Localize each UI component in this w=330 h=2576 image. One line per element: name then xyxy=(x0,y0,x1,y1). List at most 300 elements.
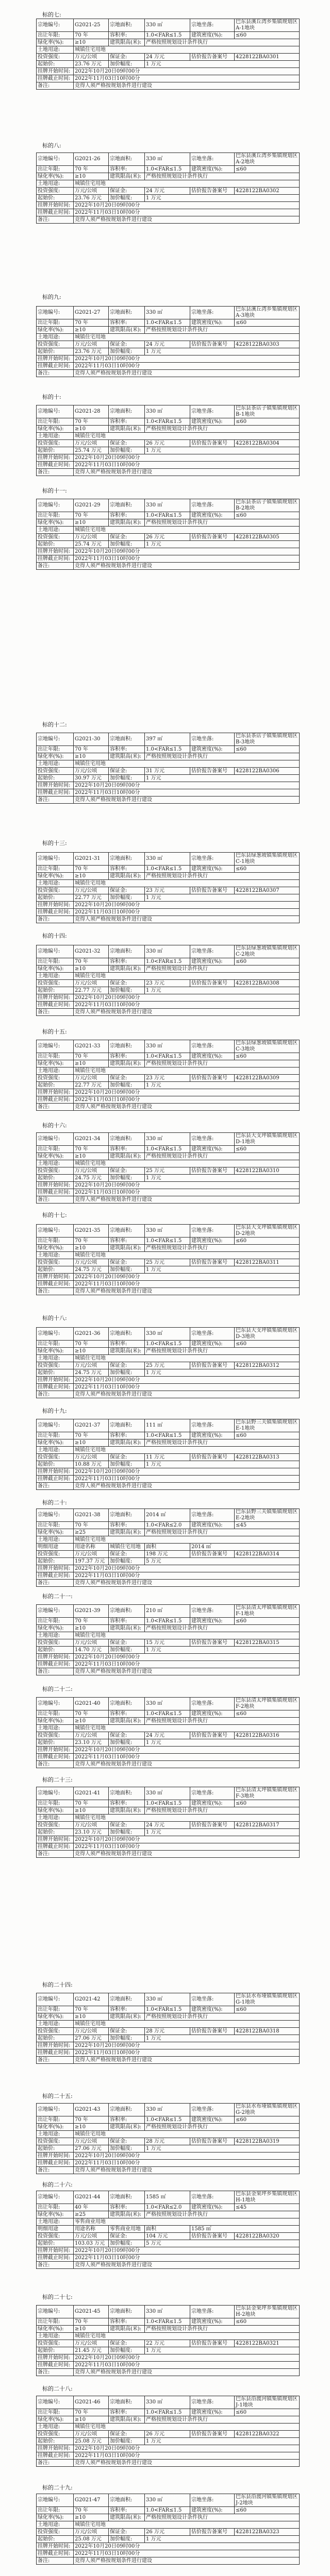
field-value-far: 1.0<FAR≤1.5 xyxy=(145,1618,190,1625)
field-value-height: 严格按照规划设计条件执行 xyxy=(145,2013,300,2021)
field-value-term: 70 年 xyxy=(74,2409,109,2416)
field-value-end-time: 2022年11月03日10时00分 xyxy=(74,209,300,216)
table-row xyxy=(37,2204,300,2211)
field-value-green: ≥10 xyxy=(74,1807,109,1815)
field-label-start-time: 挂牌开始时间: xyxy=(37,68,74,75)
field-value-end-time: 2022年11月03日10时00分 xyxy=(74,1843,300,1851)
table-row xyxy=(37,166,300,173)
field-value-location: 巴东县清太坪镇集镇规划区F-2地块 xyxy=(235,1698,300,1710)
field-value-use: 城镇住宅用地 xyxy=(74,334,300,341)
table-row xyxy=(37,2514,300,2521)
field-value-far: 1.0<FAR≤2.0 xyxy=(145,2204,190,2211)
table-row xyxy=(37,2057,300,2064)
field-label-far: 容积率: xyxy=(109,1618,145,1625)
table-row xyxy=(37,1807,300,1815)
field-value-term: 70 年 xyxy=(74,418,109,426)
field-value-investment: 万元/公顷 xyxy=(74,188,109,195)
field-label-far: 容积率: xyxy=(109,2318,145,2326)
field-value-location: 巴东县茶店子镇集镇规划区B-1地块 xyxy=(235,405,300,418)
field-value-use: 城镇住宅用地 xyxy=(74,1725,300,1732)
field-value-area: 330 ㎡ xyxy=(145,1993,190,2006)
field-label-start-time: 挂牌开始时间: xyxy=(37,454,74,462)
field-value-density: ≤60 xyxy=(235,958,300,965)
field-label-density: 建筑密度(%): xyxy=(190,512,235,519)
field-value-start-price: 25.08 万元 xyxy=(74,2536,109,2543)
field-value-use: 城镇住宅用地 xyxy=(74,760,300,768)
field-value-start-price: 27.06 万元 xyxy=(74,2035,109,2042)
field-value-density: ≤45 xyxy=(235,2204,300,2211)
field-value-area: 330 ㎡ xyxy=(145,1698,190,1710)
field-label-use-name: 用途名称 xyxy=(74,1544,109,1551)
table-row xyxy=(37,2035,300,2042)
table-row xyxy=(37,2145,300,2153)
field-value-detail-use-name: 城镇住宅用地 xyxy=(109,1544,145,1551)
field-value-note: 竞得人须严格按规划条件进行建设 xyxy=(74,216,300,224)
table-row xyxy=(37,499,300,512)
field-label-use: 土地用途: xyxy=(37,1355,74,1362)
field-label-increment: 加价幅度: xyxy=(109,1558,145,1565)
field-label-end-time: 挂牌截止时间: xyxy=(37,1002,74,1009)
table-row xyxy=(37,1328,300,1341)
field-value-start-time: 2022年10月20日09时00分 xyxy=(74,1089,300,1096)
field-value-end-time: 2022年11月03日10时00分 xyxy=(74,1096,300,1104)
field-label-investment: 投资强度: xyxy=(37,1639,74,1647)
field-label-term: 出让年限: xyxy=(37,1522,74,1529)
field-value-increment: 1 万元 xyxy=(145,775,300,782)
field-value-height: 严格按照规划设计条件执行 xyxy=(145,1060,300,1067)
field-value-investment: 万元/公顷 xyxy=(74,1362,109,1369)
field-label-density: 建筑密度(%): xyxy=(190,2116,235,2124)
field-value-term: 70 年 xyxy=(74,32,109,39)
parcel-table xyxy=(36,2494,300,2565)
parcel-title: 标的二十: xyxy=(42,1499,67,1506)
field-value-deposit: 15 万元 xyxy=(145,1639,190,1647)
field-value-use: 零售商业用地 xyxy=(74,2218,300,2226)
field-label-end-time: 挂牌截止时间: xyxy=(37,2255,74,2262)
table-row xyxy=(37,341,300,348)
table-row xyxy=(37,775,300,782)
field-value-green: ≥10 xyxy=(74,1625,109,1632)
field-label-density: 建筑密度(%): xyxy=(190,1146,235,1153)
field-value-density: ≤60 xyxy=(235,166,300,173)
field-value-code: G2021-40 xyxy=(74,1698,109,1710)
parcel-title: 标的十六: xyxy=(42,1122,67,1129)
table-row xyxy=(37,1104,300,1111)
field-value-far: 1.0<FAR≤1.5 xyxy=(145,866,190,873)
field-label-start-time: 挂牌开始时间: xyxy=(37,1377,74,1384)
table-row xyxy=(37,2557,300,2565)
field-value-increment: 1 万元 xyxy=(145,1175,300,1182)
field-label-record: 估价报告备案号 xyxy=(190,440,235,447)
field-label-area: 宗地面积: xyxy=(109,499,145,512)
field-value-height: 严格按照规划设计条件执行 xyxy=(145,965,300,973)
field-label-end-time: 挂牌截止时间: xyxy=(37,2160,74,2167)
field-label-location: 宗地坐落: xyxy=(190,1040,235,1053)
table-row xyxy=(37,1483,300,1490)
table-row xyxy=(37,894,300,902)
table-row xyxy=(37,563,300,570)
field-label-term: 出让年限: xyxy=(37,866,74,873)
field-value-green: ≥10 xyxy=(74,519,109,527)
field-label-code: 宗地编号: xyxy=(37,1509,74,1522)
field-label-far: 容积率: xyxy=(109,1710,145,1718)
field-label-end-time: 挂牌截止时间: xyxy=(37,1661,74,1668)
table-row xyxy=(37,2211,300,2218)
field-value-investment: 万元/公顷 xyxy=(74,440,109,447)
parcel-table-body xyxy=(37,1133,300,1204)
field-label-note: 备注: xyxy=(37,1483,74,1490)
field-value-end-time: 2022年11月03日10时00分 xyxy=(74,909,300,916)
field-value-investment: 万元/公顷 xyxy=(74,2340,109,2347)
field-value-height: 严格按照规划设计条件执行 xyxy=(145,1245,300,1252)
table-row xyxy=(37,1993,300,2006)
field-value-note: 竞得人须严格按规划条件进行建设 xyxy=(74,796,300,804)
field-label-use: 土地用途: xyxy=(37,2521,74,2529)
field-label-note: 备注: xyxy=(37,2460,74,2467)
field-label-start-price: 起始价: xyxy=(37,195,74,202)
field-label-note: 备注: xyxy=(37,216,74,224)
field-value-end-time: 2022年11月03日10时00分 xyxy=(74,2362,300,2369)
field-label-term: 出让年限: xyxy=(37,2204,74,2211)
field-value-term: 70 年 xyxy=(74,1432,109,1439)
table-row xyxy=(37,2138,300,2145)
field-label-area: 宗地面积: xyxy=(109,1133,145,1146)
table-row xyxy=(37,760,300,768)
field-label-area: 宗地面积: xyxy=(109,1419,145,1432)
table-row xyxy=(37,1851,300,1858)
parcel-table-body xyxy=(37,1225,300,1295)
field-label-area: 宗地面积: xyxy=(109,1509,145,1522)
field-value-record: 4228122BA0321 xyxy=(235,2340,300,2347)
field-value-start-price: 197.37 万元 xyxy=(74,1558,109,1565)
field-label-term: 出让年限: xyxy=(37,1341,74,1348)
field-label-end-time: 挂牌截止时间: xyxy=(37,1384,74,1391)
field-value-term: 70 年 xyxy=(74,866,109,873)
field-label-term: 出让年限: xyxy=(37,2409,74,2416)
field-value-use: 城镇住宅用地 xyxy=(74,2021,300,2028)
field-value-start-price: 22.77 万元 xyxy=(74,987,109,994)
table-row xyxy=(37,2006,300,2013)
field-value-area: 330 ㎡ xyxy=(145,405,190,418)
field-label-far: 容积率: xyxy=(109,512,145,519)
table-row xyxy=(37,1668,300,1675)
field-value-deposit: 26 万元 xyxy=(145,2431,190,2438)
field-label-area: 宗地面积: xyxy=(109,2306,145,2318)
table-row xyxy=(37,1522,300,1529)
field-label-code: 宗地编号: xyxy=(37,1133,74,1146)
field-label-start-time: 挂牌开始时间: xyxy=(37,2543,74,2550)
field-value-start-time: 2022年10月20日09时00分 xyxy=(74,2354,300,2362)
field-label-height: 建筑限高(米): xyxy=(109,1439,145,1447)
field-label-end-time: 挂牌截止时间: xyxy=(37,2362,74,2369)
field-label-green: 绿化率(%): xyxy=(37,519,74,527)
table-row xyxy=(37,887,300,894)
field-label-end-time: 挂牌截止时间: xyxy=(37,1476,74,1483)
table-row xyxy=(37,2326,300,2333)
field-value-far: 1.0<FAR≤1.5 xyxy=(145,2006,190,2013)
field-label-area: 宗地面积: xyxy=(109,1787,145,1800)
field-value-increment: 1 万元 xyxy=(145,2145,300,2153)
field-label-green: 绿化率(%): xyxy=(37,39,74,46)
field-value-height: 严格按照规划设计条件执行 xyxy=(145,753,300,760)
table-row xyxy=(37,1362,300,1369)
field-value-start-time: 2022年10月20日09时00分 xyxy=(74,1654,300,1661)
field-value-record: 4228122BA0304 xyxy=(235,440,300,447)
field-value-term: 70 年 xyxy=(74,319,109,327)
field-value-term: 70 年 xyxy=(74,1238,109,1245)
field-value-investment: 万元/公顷 xyxy=(74,980,109,987)
table-row xyxy=(37,2416,300,2424)
field-label-term: 出让年限: xyxy=(37,166,74,173)
field-value-density: ≤60 xyxy=(235,2116,300,2124)
field-value-record: 4228122BA0307 xyxy=(235,887,300,894)
table-row xyxy=(37,54,300,61)
field-label-code: 宗地编号: xyxy=(37,853,74,866)
field-label-term: 出让年限: xyxy=(37,418,74,426)
field-value-increment: 1 万元 xyxy=(145,987,300,994)
field-value-green: ≥25 xyxy=(74,2211,109,2218)
field-value-increment: 1 万元 xyxy=(145,1739,300,1747)
field-label-end-time: 挂牌截止时间: xyxy=(37,2452,74,2460)
field-value-code: G2021-41 xyxy=(74,1787,109,1800)
table-row xyxy=(37,153,300,166)
field-value-end-time: 2022年11月03日10时00分 xyxy=(74,1281,300,1288)
field-label-code: 宗地编号: xyxy=(37,307,74,319)
field-label-height: 建筑限高(米): xyxy=(109,2326,145,2333)
field-label-increment: 加价幅度: xyxy=(109,1829,145,1836)
field-value-record: 4228122BA0311 xyxy=(235,1259,300,1266)
field-value-start-price: 25.74 万元 xyxy=(74,447,109,454)
field-label-increment: 加价幅度: xyxy=(109,1461,145,1468)
field-value-increment: 1 万元 xyxy=(145,1829,300,1836)
field-label-start-price: 起始价: xyxy=(37,1082,74,1089)
field-value-far: 1.0<FAR≤1.5 xyxy=(145,319,190,327)
field-label-far: 容积率: xyxy=(109,1146,145,1153)
field-label-record: 估价报告备案号 xyxy=(190,1551,235,1558)
field-label-record: 估价报告备案号 xyxy=(190,1075,235,1082)
field-value-far: 1.0<FAR≤1.5 xyxy=(145,1432,190,1439)
field-label-term: 出让年限: xyxy=(37,1146,74,1153)
field-label-density: 建筑密度(%): xyxy=(190,2318,235,2326)
table-row xyxy=(37,1580,300,1587)
field-value-start-time: 2022年10月20日09时00分 xyxy=(74,1747,300,1754)
field-value-density: ≤60 xyxy=(235,2318,300,2326)
table-row xyxy=(37,1384,300,1391)
field-value-area: 330 ㎡ xyxy=(145,1787,190,1800)
field-label-deposit: 保证金: xyxy=(109,1732,145,1739)
field-label-note: 备注: xyxy=(37,1668,74,1675)
field-label-far: 容积率: xyxy=(109,319,145,327)
field-label-deposit: 保证金: xyxy=(109,1454,145,1461)
field-label-location: 宗地坐落: xyxy=(190,2396,235,2409)
field-label-density: 建筑密度(%): xyxy=(190,166,235,173)
table-row xyxy=(37,426,300,433)
field-value-location: 巴东县清太坪镇集镇规划区F-1地块 xyxy=(235,1605,300,1618)
field-label-far: 容积率: xyxy=(109,32,145,39)
table-row xyxy=(37,2460,300,2467)
field-label-investment: 投资强度: xyxy=(37,1822,74,1829)
field-label-start-price: 起始价: xyxy=(37,541,74,548)
field-value-note: 竞得人须严格按规划条件进行建设 xyxy=(74,1761,300,1768)
field-label-record: 估价报告备案号 xyxy=(190,1732,235,1739)
field-value-end-time: 2022年11月03日10时00分 xyxy=(74,1476,300,1483)
field-value-record: 4228122BA0309 xyxy=(235,1075,300,1082)
field-value-use: 城镇住宅用地 xyxy=(74,2333,300,2340)
field-value-height: 严格按照规划设计条件执行 xyxy=(145,39,300,46)
table-row xyxy=(37,2396,300,2409)
field-value-note: 竞得人须严格按规划条件进行建设 xyxy=(74,1391,300,1398)
field-value-location: 巴东县茶店子镇集镇规划区B-3地块 xyxy=(235,733,300,746)
parcel-table xyxy=(36,733,300,804)
field-label-green: 绿化率(%): xyxy=(37,965,74,973)
field-label-area: 宗地面积: xyxy=(109,2104,145,2116)
table-row xyxy=(37,1040,300,1053)
field-value-area: 330 ㎡ xyxy=(145,1040,190,1053)
field-label-far: 容积率: xyxy=(109,2204,145,2211)
field-value-note: 竞得人须严格按规划条件进行建设 xyxy=(74,2369,300,2376)
field-label-record: 估价报告备案号 xyxy=(190,341,235,348)
field-label-term: 出让年限: xyxy=(37,1800,74,1807)
table-row xyxy=(37,2445,300,2452)
field-value-density: ≤60 xyxy=(235,512,300,519)
field-label-height: 建筑限高(米): xyxy=(109,1718,145,1725)
parcel-table xyxy=(36,1040,300,1111)
field-value-code: G2021-46 xyxy=(74,2396,109,2409)
field-value-end-time: 2022年11月03日10时00分 xyxy=(74,363,300,370)
field-value-location: 巴东县水布垭镇集镇规划区G-2地块 xyxy=(235,2104,300,2116)
field-value-start-time: 2022年10月20日09时00分 xyxy=(74,782,300,789)
field-value-location: 巴东县水布垭镇集镇规划区G-1地块 xyxy=(235,1993,300,2006)
field-value-code: G2021-34 xyxy=(74,1133,109,1146)
field-value-record: 4228122BA0313 xyxy=(235,1454,300,1461)
field-label-use: 土地用途: xyxy=(37,1067,74,1075)
field-value-area: 330 ㎡ xyxy=(145,1133,190,1146)
table-row xyxy=(37,440,300,447)
field-label-far: 容积率: xyxy=(109,1238,145,1245)
field-label-code: 宗地编号: xyxy=(37,2191,74,2204)
field-value-green: ≥10 xyxy=(74,1060,109,1067)
field-label-deposit: 保证金: xyxy=(109,1551,145,1558)
parcel-table-body xyxy=(37,153,300,224)
table-row xyxy=(37,916,300,923)
table-row xyxy=(37,1529,300,1536)
field-label-start-time: 挂牌开始时间: xyxy=(37,548,74,555)
field-value-height: 严格按照规划设计条件执行 xyxy=(145,1439,300,1447)
field-value-code: G2021-31 xyxy=(74,853,109,866)
field-value-term: 70 年 xyxy=(74,1146,109,1153)
field-label-deposit: 保证金: xyxy=(109,2529,145,2536)
field-value-investment: 万元/公顷 xyxy=(74,1551,109,1558)
field-value-far: 1.0<FAR≤1.5 xyxy=(145,1800,190,1807)
field-value-record: 4228122BA0302 xyxy=(235,188,300,195)
parcel-title: 标的十四: xyxy=(42,933,67,939)
table-row xyxy=(37,1572,300,1580)
field-value-code: G2021-45 xyxy=(74,2306,109,2318)
field-value-area: 330 ㎡ xyxy=(145,1225,190,1238)
field-value-code: G2021-33 xyxy=(74,1040,109,1053)
field-label-density: 建筑密度(%): xyxy=(190,32,235,39)
field-value-green: ≥10 xyxy=(74,2514,109,2521)
field-label-note: 备注: xyxy=(37,2369,74,2376)
table-row xyxy=(37,1558,300,1565)
field-value-increment: 5 万元 xyxy=(145,1558,300,1565)
field-value-term: 70 年 xyxy=(74,512,109,519)
field-value-note: 竞得人须严格按规划条件进行建设 xyxy=(74,1580,300,1587)
field-label-location: 宗地坐落: xyxy=(190,405,235,418)
field-value-use: 城镇住宅用地 xyxy=(74,1160,300,1167)
field-value-use: 城镇住宅用地 xyxy=(74,46,300,54)
field-label-start-time: 挂牌开始时间: xyxy=(37,202,74,209)
field-value-density: ≤60 xyxy=(235,2409,300,2416)
table-row xyxy=(37,2191,300,2204)
field-value-investment: 万元/公顷 xyxy=(74,1822,109,1829)
field-label-investment: 投资强度: xyxy=(37,54,74,61)
field-label-record: 估价报告备案号 xyxy=(190,887,235,894)
field-label-green: 绿化率(%): xyxy=(37,1625,74,1632)
table-row xyxy=(37,1341,300,1348)
field-label-investment: 投资强度: xyxy=(37,1454,74,1461)
field-label-use: 土地用途: xyxy=(37,2424,74,2431)
field-label-start-time: 挂牌开始时间: xyxy=(37,1654,74,1661)
field-value-start-time: 2022年10月20日09时00分 xyxy=(74,994,300,1002)
field-label-location: 宗地坐落: xyxy=(190,307,235,319)
field-label-deposit: 保证金: xyxy=(109,1075,145,1082)
field-label-green: 绿化率(%): xyxy=(37,2124,74,2131)
field-value-use: 城镇住宅用地 xyxy=(74,2521,300,2529)
parcel-table xyxy=(36,1509,300,1587)
field-label-end-time: 挂牌截止时间: xyxy=(37,462,74,469)
parcel-title: 标的十二: xyxy=(42,721,67,728)
field-label-density: 建筑密度(%): xyxy=(190,1238,235,1245)
field-label-location: 宗地坐落: xyxy=(190,1509,235,1522)
parcel-table-body xyxy=(37,1698,300,1768)
table-row xyxy=(37,19,300,32)
table-row xyxy=(37,2409,300,2416)
field-label-height: 建筑限高(米): xyxy=(109,39,145,46)
field-value-end-time: 2022年11月03日10时00分 xyxy=(74,1189,300,1196)
field-value-height: 严格按照规划设计条件执行 xyxy=(145,2416,300,2424)
field-value-green: ≥25 xyxy=(74,1529,109,1536)
field-label-deposit: 保证金: xyxy=(109,2340,145,2347)
field-label-code: 宗地编号: xyxy=(37,2494,74,2507)
field-value-start-price: 25.08 万元 xyxy=(74,2438,109,2445)
table-row xyxy=(37,1618,300,1625)
field-label-deposit: 保证金: xyxy=(109,534,145,541)
field-label-investment: 投资强度: xyxy=(37,188,74,195)
field-value-term: 70 年 xyxy=(74,1053,109,1060)
field-label-investment: 投资强度: xyxy=(37,768,74,775)
field-label-location: 宗地坐落: xyxy=(190,1698,235,1710)
field-label-far: 容积率: xyxy=(109,746,145,753)
table-row xyxy=(37,370,300,377)
field-value-note: 竞得人须严格按规划条件进行建设 xyxy=(74,1196,300,1204)
field-value-density: ≤60 xyxy=(235,319,300,327)
parcel-table xyxy=(36,2396,300,2467)
field-value-green: ≥10 xyxy=(74,2013,109,2021)
table-row xyxy=(37,1439,300,1447)
field-label-density: 建筑密度(%): xyxy=(190,1710,235,1718)
table-row xyxy=(37,1605,300,1618)
parcel-title: 标的九: xyxy=(42,294,61,300)
field-value-start-time: 2022年10月20日09时00分 xyxy=(74,2445,300,2452)
field-value-deposit: 26 万元 xyxy=(145,440,190,447)
field-label-height: 建筑限高(米): xyxy=(109,173,145,180)
field-value-density: ≤60 xyxy=(235,418,300,426)
field-value-end-time: 2022年11月03日10时00分 xyxy=(74,462,300,469)
field-value-note: 竞得人须严格按规划条件进行建设 xyxy=(74,1851,300,1858)
field-value-investment: 万元/公顷 xyxy=(74,54,109,61)
field-value-note: 竞得人须严格按规划条件进行建设 xyxy=(74,1288,300,1295)
